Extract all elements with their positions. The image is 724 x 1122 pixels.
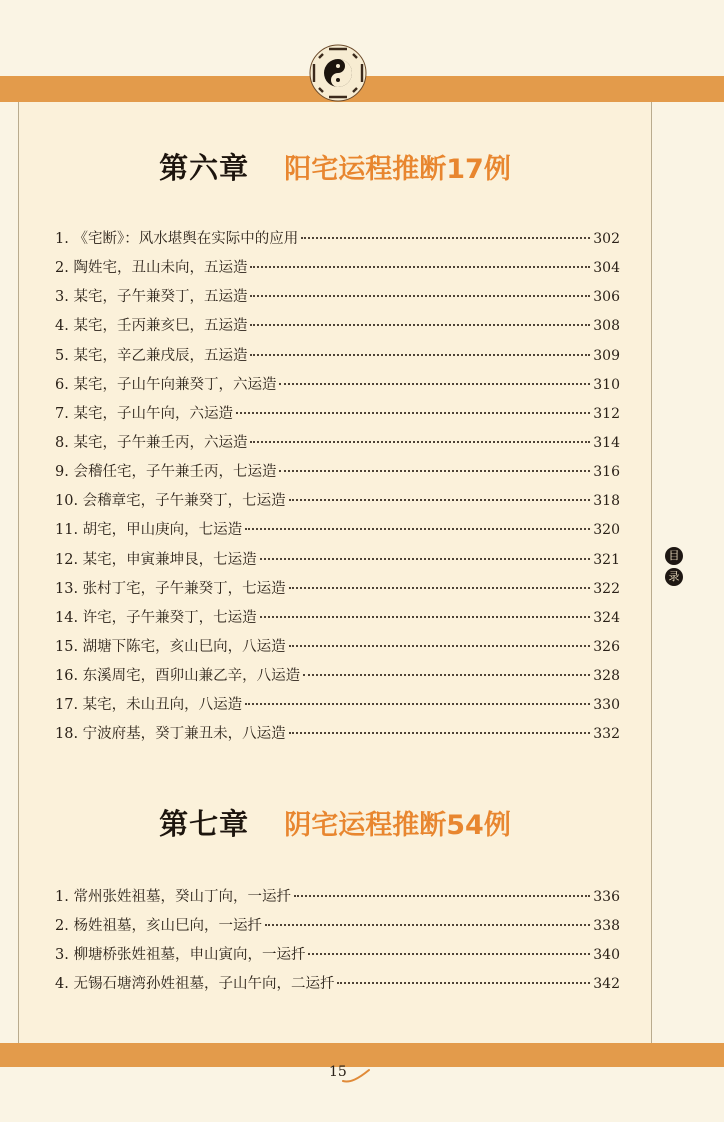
- entry-page: 321: [593, 551, 620, 568]
- dot-leader: [250, 295, 590, 297]
- toc-entry[interactable]: [55, 429, 620, 458]
- toc-entry[interactable]: [55, 575, 620, 604]
- entry-page: 324: [593, 609, 620, 626]
- entry-page: 309: [593, 347, 620, 364]
- toc-entry[interactable]: [55, 225, 620, 254]
- chapter-number: 第六章: [159, 151, 250, 185]
- entry-page: 302: [593, 231, 620, 247]
- dot-leader: [279, 383, 590, 385]
- entry-label: 10. 会稽章宅，子午兼癸丁，七运造: [55, 493, 286, 510]
- toc-entry[interactable]: [55, 912, 620, 941]
- dot-leader: [260, 616, 591, 618]
- entry-page: 340: [593, 947, 620, 964]
- dot-leader: [250, 266, 590, 268]
- dot-leader: [250, 324, 590, 326]
- entry-page: 314: [593, 434, 620, 451]
- entry-page: 332: [593, 726, 620, 743]
- entry-page: 328: [593, 668, 620, 685]
- chapter-number: 第七章: [159, 807, 250, 841]
- entry-label: 12. 某宅，申寅兼坤艮，七运造: [55, 551, 257, 568]
- dot-leader: [308, 953, 590, 955]
- dot-leader: [289, 645, 591, 647]
- entry-label: 5. 某宅，辛乙兼戌辰，五运造: [55, 347, 248, 364]
- toc-entry[interactable]: [55, 516, 620, 545]
- dot-leader: [289, 587, 591, 589]
- entry-label: 3. 某宅，子午兼癸丁，五运造: [55, 289, 248, 306]
- entry-label: 1. 常州张姓祖墓，癸山丁向，一运扦: [55, 889, 291, 905]
- toc-entry[interactable]: [55, 970, 620, 999]
- entry-label: 4. 某宅，壬丙兼亥巳，五运造: [55, 318, 248, 335]
- entry-label: 13. 张村丁宅，子午兼癸丁，七运造: [55, 580, 286, 597]
- toc-entry[interactable]: [55, 487, 620, 516]
- toc-entry[interactable]: [55, 400, 620, 429]
- entry-page: 320: [593, 522, 620, 539]
- entry-label: 11. 胡宅，甲山庚向，七运造: [55, 522, 243, 539]
- chapter-heading: [19, 802, 651, 843]
- entry-page: 310: [593, 376, 620, 393]
- entry-page: 304: [593, 260, 620, 277]
- dot-leader: [279, 470, 590, 472]
- entry-label: 17. 某宅，未山丑向，八运造: [55, 697, 243, 714]
- toc-entry[interactable]: [55, 312, 620, 341]
- entry-label: 15. 湖塘下陈宅，亥山巳向，八运造: [55, 638, 286, 655]
- entry-label: 7. 某宅，子山午向，六运造: [55, 405, 233, 422]
- toc-entry[interactable]: [55, 604, 620, 633]
- dot-leader: [250, 354, 590, 356]
- bottom-decor-bar: [0, 1043, 724, 1067]
- entry-page: 322: [593, 580, 620, 597]
- dot-leader: [289, 499, 591, 501]
- toc-entry[interactable]: [55, 691, 620, 720]
- entry-page: 338: [593, 918, 620, 935]
- side-tab-char: 录: [665, 568, 683, 586]
- dot-leader: [265, 924, 590, 926]
- entry-page: 342: [593, 976, 620, 993]
- dot-leader: [289, 732, 591, 734]
- toc-entry[interactable]: [55, 633, 620, 662]
- entry-page: 330: [593, 697, 620, 714]
- entry-page: 308: [593, 318, 620, 335]
- dot-leader: [250, 441, 590, 443]
- chapter-title: 阴宅运程推断54例: [284, 810, 511, 841]
- dot-leader: [260, 558, 591, 560]
- toc-entry[interactable]: [55, 342, 620, 371]
- toc-entry[interactable]: [55, 720, 620, 749]
- side-tab-toc[interactable]: [665, 547, 689, 589]
- dot-leader: [245, 703, 590, 705]
- toc-entry[interactable]: [55, 941, 620, 970]
- toc-entry[interactable]: [55, 458, 620, 487]
- entry-page: 326: [593, 638, 620, 655]
- bagua-taiji-icon: [309, 44, 367, 102]
- page-number: 15: [329, 1064, 347, 1080]
- entry-label: 16. 东溪周宅，酉卯山兼乙辛，八运造: [55, 668, 301, 685]
- swoosh-ornament-icon: [342, 1068, 372, 1084]
- entry-page: 336: [593, 889, 620, 905]
- entry-page: 306: [593, 289, 620, 306]
- side-tab-char: 目: [665, 547, 683, 565]
- toc-entry[interactable]: [55, 883, 620, 912]
- entry-label: 14. 许宅，子午兼癸丁，七运造: [55, 609, 257, 626]
- toc-entry[interactable]: [55, 546, 620, 575]
- toc-entry[interactable]: [55, 371, 620, 400]
- dot-leader: [236, 412, 590, 414]
- dot-leader: [301, 237, 590, 239]
- entry-page: 312: [593, 405, 620, 422]
- entry-label: 9. 会稽任宅，子午兼壬丙，七运造: [55, 464, 277, 481]
- toc-entry[interactable]: [55, 254, 620, 283]
- entry-label: 6. 某宅，子山午向兼癸丁，六运造: [55, 376, 277, 393]
- entry-label: 3. 柳塘桥张姓祖墓，申山寅向，一运扦: [55, 947, 306, 964]
- toc-entry[interactable]: [55, 662, 620, 691]
- dot-leader: [245, 528, 590, 530]
- chapter-heading: [19, 146, 651, 187]
- entry-label: 1. 《宅断》：风水堪舆在实际中的应用: [55, 231, 299, 247]
- chapter-title: 阳宅运程推断17例: [284, 154, 511, 185]
- toc-list: [55, 225, 620, 750]
- entry-page: 318: [593, 493, 620, 510]
- entry-label: 8. 某宅，子午兼壬丙，六运造: [55, 434, 248, 451]
- toc-panel: [18, 102, 652, 1043]
- toc-entry[interactable]: [55, 283, 620, 312]
- entry-label: 2. 杨姓祖墓，亥山巳向，一运扦: [55, 918, 262, 935]
- dot-leader: [337, 982, 590, 984]
- entry-page: 316: [593, 464, 620, 481]
- dot-leader: [303, 674, 590, 676]
- entry-label: 4. 无锡石塘湾孙姓祖墓，子山午向，二运扦: [55, 976, 335, 993]
- entry-label: 2. 陶姓宅，丑山未向，五运造: [55, 260, 248, 277]
- dot-leader: [294, 895, 590, 897]
- entry-label: 18. 宁波府基，癸丁兼丑未，八运造: [55, 726, 286, 743]
- toc-list: [55, 883, 620, 1000]
